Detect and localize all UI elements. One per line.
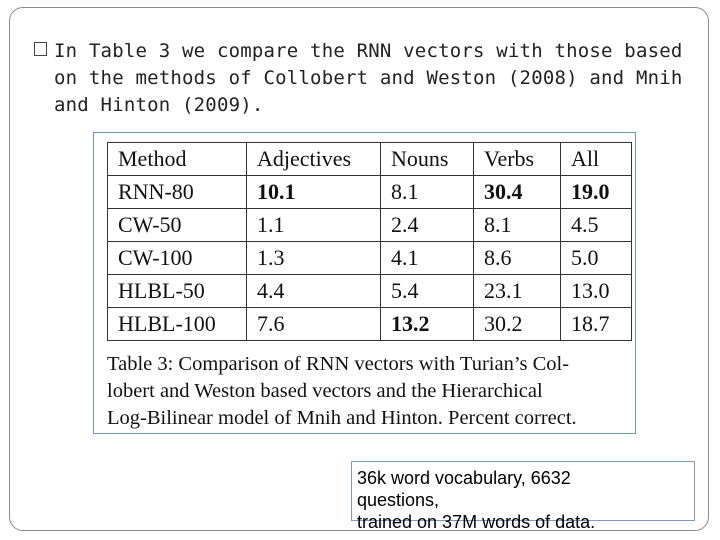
header-adjectives: Adjectives: [247, 143, 381, 176]
cell-all: 18.7: [561, 308, 632, 341]
cell-method: HLBL-100: [108, 308, 247, 341]
results-table: [107, 142, 632, 341]
table-row: [108, 209, 632, 242]
header-nouns: Nouns: [381, 143, 474, 176]
cell-adjectives: 7.6: [247, 308, 381, 341]
caption-line: Log-Bilinear model of Mnih and Hinton. Percent correct.: [107, 407, 577, 429]
cell-nouns: 4.1: [381, 242, 474, 275]
cell-all: 19.0: [561, 176, 632, 209]
cell-nouns: 2.4: [381, 209, 474, 242]
caption-line: Table 3: Comparison of RNN vectors with Turian’s Col-: [107, 353, 570, 375]
bullet-line: and Hinton (2009).: [54, 94, 264, 116]
cell-nouns: 13.2: [381, 308, 474, 341]
bullet-icon: [34, 42, 47, 56]
header-verbs: Verbs: [474, 143, 561, 176]
cell-adjectives: 1.3: [247, 242, 381, 275]
cell-all: 5.0: [561, 242, 632, 275]
cell-verbs: 23.1: [474, 275, 561, 308]
cell-adjectives: 4.4: [247, 275, 381, 308]
cell-all: 13.0: [561, 275, 632, 308]
note-line: trained on 37M words of data.: [357, 512, 596, 532]
bullet-paragraph: [54, 38, 683, 119]
bullet-line: on the methods of Collobert and Weston (2008) and Mnih: [54, 67, 683, 89]
cell-nouns: 8.1: [381, 176, 474, 209]
note-line: questions,: [357, 490, 440, 510]
table-figure: [93, 132, 636, 434]
note-line: 36k word vocabulary, 6632: [357, 468, 571, 488]
cell-verbs: 8.6: [474, 242, 561, 275]
cell-adjectives: 10.1: [247, 176, 381, 209]
cell-verbs: 8.1: [474, 209, 561, 242]
table-row: [108, 308, 632, 341]
table-header-row: [108, 143, 632, 176]
table-row: [108, 242, 632, 275]
cell-method: HLBL-50: [108, 275, 247, 308]
note-box: [351, 461, 695, 532]
header-all: All: [561, 143, 632, 176]
cell-method: CW-50: [108, 209, 247, 242]
cell-method: CW-100: [108, 242, 247, 275]
cell-adjectives: 1.1: [247, 209, 381, 242]
table-row: [108, 176, 632, 209]
bullet-line: In Table 3 we compare the RNN vectors with those based: [54, 40, 683, 62]
table-caption: [107, 351, 623, 432]
cell-all: 4.5: [561, 209, 632, 242]
cell-verbs: 30.2: [474, 308, 561, 341]
cell-verbs: 30.4: [474, 176, 561, 209]
header-method: Method: [108, 143, 247, 176]
note-text: [357, 467, 595, 533]
table-row: [108, 275, 632, 308]
caption-line: lobert and Weston based vectors and the Hierarchical: [107, 380, 543, 402]
cell-method: RNN-80: [108, 176, 247, 209]
cell-nouns: 5.4: [381, 275, 474, 308]
